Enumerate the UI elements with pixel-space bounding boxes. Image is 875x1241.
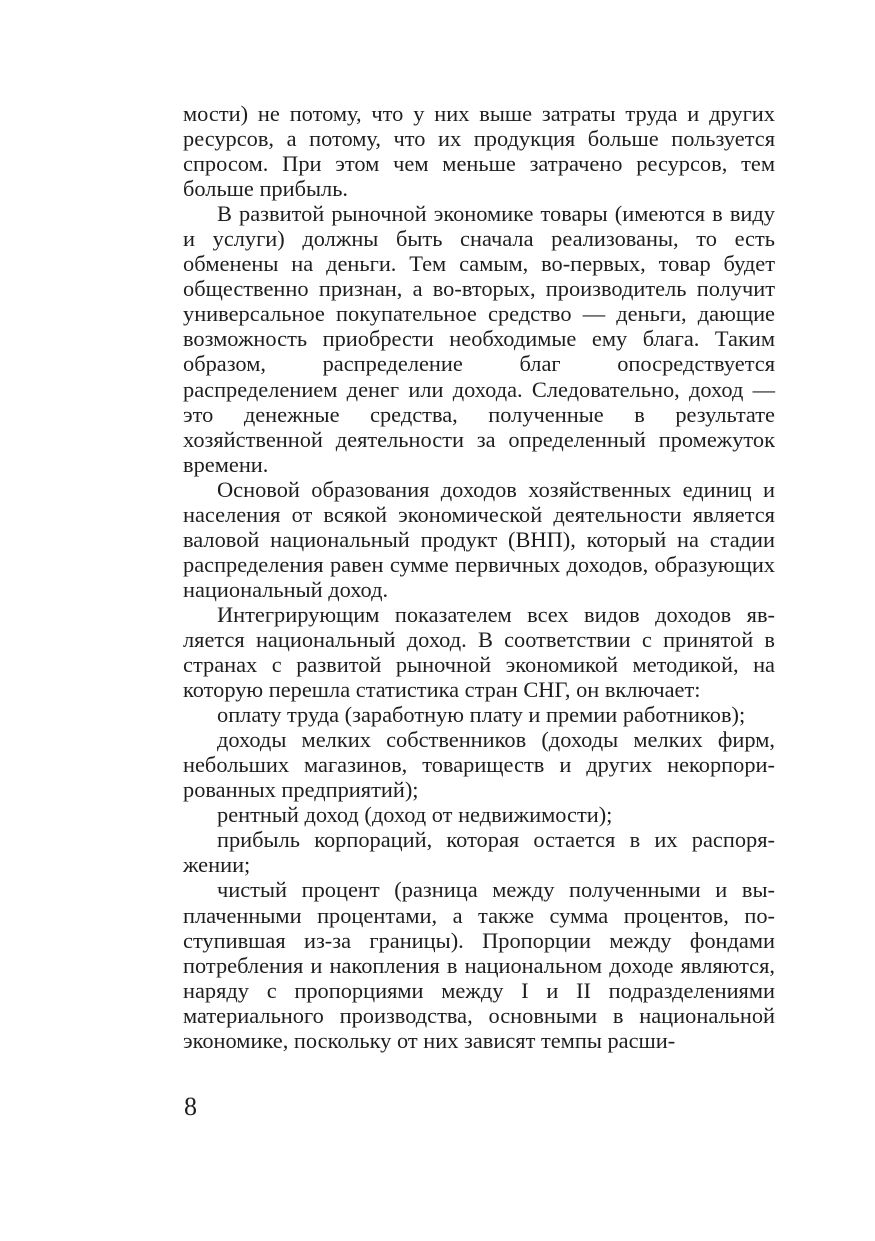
- list-item-labor-pay: оплату труда (заработную плату и премии работников);: [217, 702, 746, 728]
- body-text: [183, 101, 775, 1053]
- list-item-net-interest: чистый процент (разница между полученными и выплаченными процентами, а также сумма процентов, поступившая из-за границы). Пропорции между фондами потребления и накопления в национальном доходе являются, наряду с пропорциями между I и II подразделениями материального производства, основными в национальной экономике, поскольку от них зависят темпы расши-: [183, 877, 775, 1053]
- paragraph-national-income: Интегрирующим показателем всех видов доходов является национальный доход. В соответствии с принятой в странах с развитой рыночной экономикой методикой, на которую перешла статистика стран СНГ, он включает:: [183, 601, 775, 703]
- list-item-small-owners: доходы мелких собственников (доходы мелких фирм, небольших магазинов, товариществ и других некорпорированных предприятий);: [183, 727, 775, 803]
- list-item-rent: рентный доход (доход от недвижимости);: [217, 802, 613, 828]
- paragraph-gnp: Основой образования доходов хозяйственных единиц и населения от всякой экономической деятельности является валовой национальный продукт (ВНП), который на стадии распределения равен сумме первичных доходов, образующих национальный доход.: [183, 476, 775, 602]
- list-item-corporate-profit: прибыль корпораций, которая остается в их распоряжении;: [183, 827, 775, 878]
- paragraph-continuation: мости) не потому, что у них выше затраты труда и других ресурсов, а потому, что их продукция больше пользуется спросом. При этом чем меньше затрачено ресурсов, тем больше прибыль.: [183, 101, 775, 202]
- paragraph-commodity-exchange: В развитой рыночной экономике товары (имеются в виду и услуги) должны быть сначала реализованы, то есть обменены на деньги. Тем самым, во-первых, товар будет общественно признан, а во-вторых, производитель получит универсальное покупательное средство — деньги, дающие возможность приобрести необходимые ему блага. Таким образом, распределение благ опосредствуется распределением денег или дохода. Следовательно, доход — это денежные средства, полученные в результате хозяйственной деятельности за определенный промежуток времени.: [183, 201, 775, 477]
- page-number: 8: [184, 1092, 197, 1121]
